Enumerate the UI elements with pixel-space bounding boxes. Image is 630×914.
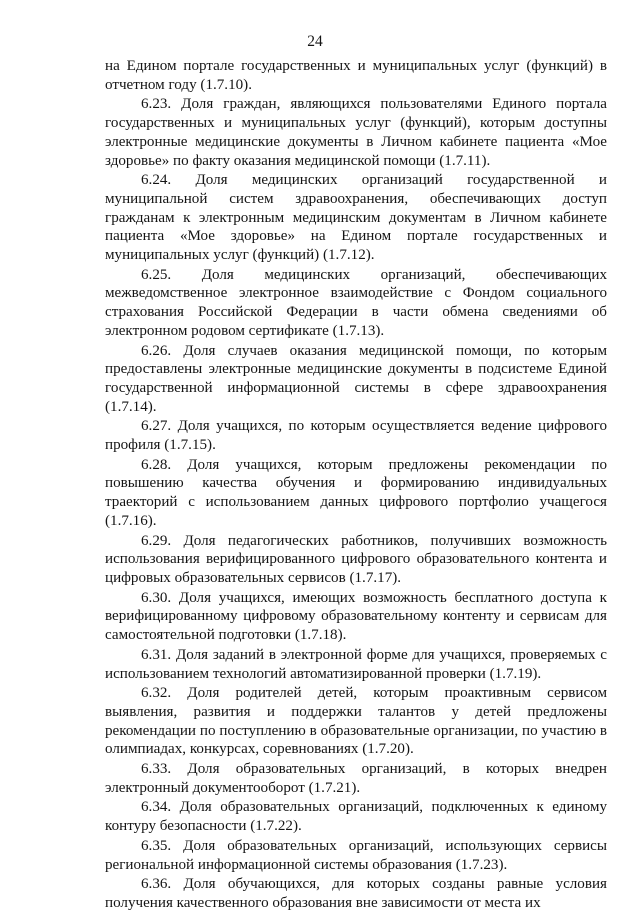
paragraph-6-25: 6.25. Доля медицинских организаций, обеспечивающих межведомственное электронное взаимодействие с Фондом социального страхования Российской Федерации в части обмена сведениями об электронном родовом сертификате (1.7.13). <box>105 266 607 339</box>
page-number: 24 <box>307 33 323 50</box>
paragraph-6-34: 6.34. Доля образовательных организаций, подключенных к единому контуру безопасности (1.7.22). <box>105 799 607 835</box>
paragraph-6-35: 6.35. Доля образовательных организаций, использующих сервисы региональной информационной системы образования (1.7.23). <box>105 837 607 873</box>
paragraph-6-36: 6.36. Доля обучающихся, для которых созданы равные условия получения качественного образования вне зависимости от места их <box>105 876 607 911</box>
document-body <box>105 57 607 914</box>
paragraph-6-29: 6.29. Доля педагогических работников, получивших возможность использования верифицированного цифрового образовательного контента и цифровых образовательных сервисов (1.7.17). <box>105 532 607 586</box>
paragraph-6-32: 6.32. Доля родителей детей, которым проактивным сервисом выявления, развития и поддержки талантов у детей предложены рекомендации по поступлению в образовательные организации, по участию в олимпиадах, конкурсах, соревнованиях (1.7.20). <box>105 685 607 758</box>
paragraph-6-28: 6.28. Доля учащихся, которым предложены рекомендации по повышению качества обучения и формированию индивидуальных траекторий с использованием данных цифрового портфолио учащегося (1.7.16). <box>105 456 607 529</box>
paragraph-6-27: 6.27. Доля учащихся, по которым осуществляется ведение цифрового профиля (1.7.15). <box>105 418 607 454</box>
paragraph-6-33: 6.33. Доля образовательных организаций, в которых внедрен электронный документооборот (1.7.21). <box>105 761 607 796</box>
paragraph-6-26: 6.26. Доля случаев оказания медицинской помощи, по которым предоставлены электронные медицинские документы в подсистеме Единой государственной информационной системы в сфере здравоохранения (1.7.14). <box>105 342 607 415</box>
paragraph-continuation: на Едином портале государственных и муниципальных услуг (функций) в отчетном году (1.7.10). <box>105 58 607 93</box>
paragraph-6-24: 6.24. Доля медицинских организаций государственной и муниципальной систем здравоохранения, обеспечивающих доступ гражданам к электронным медицинским документам в Личном кабинете пациента «Мое здоровье» на Едином портале государственных и муниципальных услуг (функций) (1.7.12). <box>105 172 607 264</box>
paragraph-6-30: 6.30. Доля учащихся, имеющих возможность бесплатного доступа к верифицированному цифровому образовательному контенту и сервисам для самостоятельной подготовки (1.7.18). <box>105 589 607 644</box>
paragraph-6-23: 6.23. Доля граждан, являющихся пользователями Единого портала государственных и муниципальных услуг (функций), которым доступны электронные медицинские документы в Личном кабинете пациента «Мое здоровье» по факту оказания медицинской помощи (1.7.11). <box>105 96 607 169</box>
paragraph-6-31: 6.31. Доля заданий в электронной форме для учащихся, проверяемых с использованием технологий автоматизированной проверки (1.7.19). <box>105 646 607 682</box>
